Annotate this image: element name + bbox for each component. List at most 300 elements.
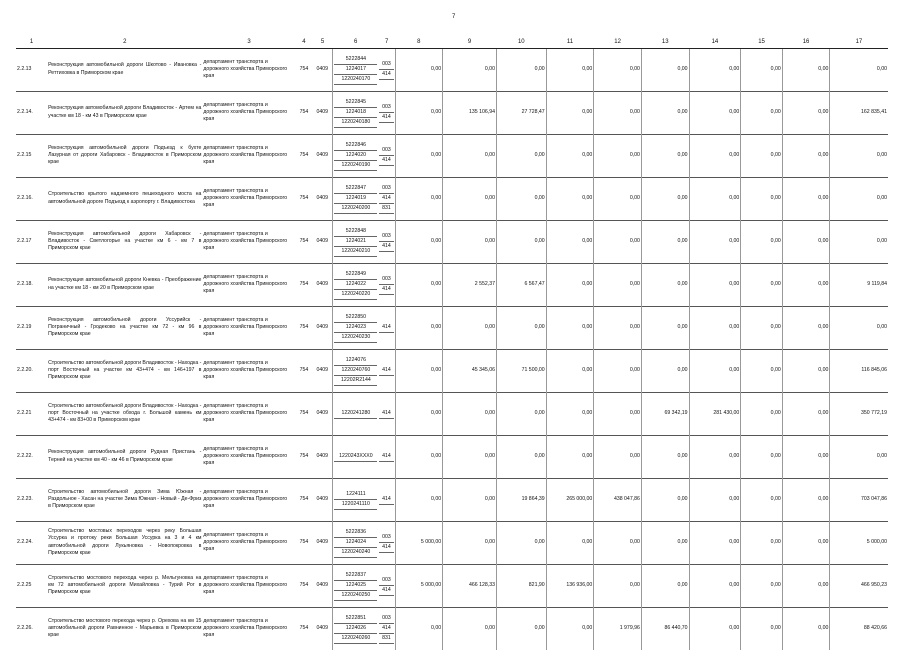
grbs-code: 754 [296,177,313,220]
amount-cell: 0,00 [443,521,497,564]
amount-cell: 0,00 [741,306,782,349]
target-article-code: 1220240180 [334,118,377,128]
amount-cell: 0,00 [641,48,689,91]
section-code: 0409 [312,263,333,306]
expense-type-code: 414 [379,113,393,123]
grbs-code: 754 [296,134,313,177]
object-name: Реконструкция автомобильной дороги Рудная Пристань - Терней на участке км 40 - км 46 в Приморском крае [47,435,202,478]
table-row [16,607,888,650]
amount-cell: 0,00 [546,392,594,435]
expense-type-code: 414 [379,156,393,166]
amount-cell: 0,00 [689,263,741,306]
amount-cell: 6 567,47 [496,263,546,306]
department: департамент транспорта и дорожного хозяйства Приморского края [202,435,295,478]
object-name: Строительство мостового перехода через р. Орехова на км 15 автомобильной дороги Равнинное - Марьевка в Приморском крае [47,607,202,650]
amount-cell: 0,00 [395,177,443,220]
grbs-code: 754 [296,48,313,91]
expense-type-code: 831 [379,634,393,644]
section-code: 0409 [312,392,333,435]
amount-cell: 162 835,41 [830,91,888,134]
grbs-code: 754 [296,392,313,435]
amount-cell: 0,00 [741,478,782,521]
amount-cell: 0,00 [546,134,594,177]
amount-cell: 0,00 [741,392,782,435]
row-number: 2.2.19 [16,306,47,349]
department: департамент транспорта и дорожного хозяйства Приморского края [202,349,295,392]
row-number: 2.2.23. [16,478,47,521]
amount-cell: 438 047,86 [594,478,642,521]
table-body [16,48,888,650]
section-code: 0409 [312,521,333,564]
row-number: 2.2.21 [16,392,47,435]
amount-cell: 0,00 [782,521,830,564]
amount-cell: 0,00 [689,607,741,650]
amount-cell: 0,00 [443,607,497,650]
amount-cell: 0,00 [689,134,741,177]
amount-cell: 27 728,47 [496,91,546,134]
table-row [16,177,888,220]
expense-type-code: 414 [379,194,393,204]
amount-cell: 0,00 [641,306,689,349]
amount-cell: 0,00 [689,349,741,392]
expense-type-codes [378,306,395,349]
section-code: 0409 [312,134,333,177]
amount-cell: 0,00 [546,263,594,306]
amount-cell: 0,00 [546,521,594,564]
row-number: 2.2.18. [16,263,47,306]
row-number: 2.2.14. [16,91,47,134]
amount-cell: 136 936,00 [546,564,594,607]
column-header: 2 [47,38,202,48]
amount-cell: 0,00 [741,263,782,306]
amount-cell: 0,00 [641,263,689,306]
amount-cell: 0,00 [782,607,830,650]
amount-cell: 0,00 [741,91,782,134]
expense-type-codes [378,263,395,306]
amount-cell: 0,00 [594,435,642,478]
amount-cell: 0,00 [443,177,497,220]
expense-type-codes [378,607,395,650]
column-header: 6 [333,38,379,48]
amount-cell: 0,00 [594,392,642,435]
amount-cell: 0,00 [546,306,594,349]
amount-cell: 0,00 [546,91,594,134]
column-header: 12 [594,38,642,48]
expense-type-codes [378,435,395,478]
amount-cell: 0,00 [594,564,642,607]
amount-cell: 0,00 [741,607,782,650]
amount-cell: 0,00 [641,220,689,263]
object-name: Строительство мостовых переходов через реку Большая Уссурка и протоку реки Большая Уссурка на 3 и 4 км автомобильной дороги Лукьяновка - Новопокровка в Приморском крае [47,521,202,564]
amount-cell: 2 552,37 [443,263,497,306]
expense-type-code: 414 [379,323,393,333]
amount-cell: 5 000,00 [830,521,888,564]
target-article-code: 1220240760 [334,366,377,376]
target-article-codes [333,134,379,177]
amount-cell: 0,00 [782,220,830,263]
amount-cell: 0,00 [741,134,782,177]
target-article-code: 1220243XXX0 [334,452,377,462]
amount-cell: 350 772,19 [830,392,888,435]
column-header: 14 [689,38,741,48]
target-article-codes [333,392,379,435]
table-row [16,564,888,607]
expense-type-codes [378,220,395,263]
column-header: 9 [443,38,497,48]
target-article-code: 5222837 [334,571,377,581]
target-article-code: 1220240230 [334,333,377,343]
amount-cell: 0,00 [546,48,594,91]
amount-cell: 0,00 [830,48,888,91]
expense-type-code: 414 [379,70,393,80]
amount-cell: 821,90 [496,564,546,607]
row-number: 2.2.26. [16,607,47,650]
table-row [16,392,888,435]
amount-cell: 0,00 [594,220,642,263]
target-article-code: 1224026 [334,624,377,634]
expense-type-code: 003 [379,60,393,70]
amount-cell: 0,00 [689,48,741,91]
section-code: 0409 [312,91,333,134]
column-header: 7 [378,38,395,48]
column-header: 5 [312,38,333,48]
column-header: 15 [741,38,782,48]
target-article-code: 1220241110 [334,500,377,510]
amount-cell: 265 000,00 [546,478,594,521]
amount-cell: 0,00 [395,220,443,263]
table-row [16,134,888,177]
amount-cell: 86 440,70 [641,607,689,650]
target-article-code: 1224018 [334,108,377,118]
grbs-code: 754 [296,564,313,607]
target-article-code: 1224111 [334,490,377,500]
table-row [16,435,888,478]
grbs-code: 754 [296,435,313,478]
target-article-code: 1220240210 [334,247,377,257]
amount-cell: 0,00 [496,134,546,177]
amount-cell: 0,00 [689,220,741,263]
amount-cell: 0,00 [689,306,741,349]
row-number: 2.2.24. [16,521,47,564]
object-name: Строительство автомобильной дороги Владивосток - Находка - порт Восточный на участке обхода г. Большой камень км 43+474 - км 83+00 в Приморском крае [47,392,202,435]
table-row [16,306,888,349]
target-article-codes [333,349,379,392]
amount-cell: 0,00 [782,263,830,306]
amount-cell: 0,00 [689,521,741,564]
amount-cell: 0,00 [741,220,782,263]
target-article-codes [333,48,379,91]
expense-type-code: 003 [379,146,393,156]
section-code: 0409 [312,564,333,607]
amount-cell: 0,00 [443,48,497,91]
target-article-code: 5222849 [334,270,377,280]
amount-cell: 0,00 [546,177,594,220]
column-header: 4 [296,38,313,48]
expense-type-code: 003 [379,232,393,242]
amount-cell: 0,00 [395,134,443,177]
column-header: 8 [395,38,443,48]
column-header: 3 [202,38,295,48]
amount-cell: 0,00 [830,435,888,478]
amount-cell: 0,00 [594,177,642,220]
amount-cell: 0,00 [782,91,830,134]
expense-type-code: 003 [379,576,393,586]
amount-cell: 0,00 [594,306,642,349]
table-header [16,38,888,48]
amount-cell: 0,00 [782,564,830,607]
object-name: Реконструкция автомобильной дороги Владивосток - Артем на участке км 18 - км 43 в Приморском крае [47,91,202,134]
amount-cell: 0,00 [443,478,497,521]
expense-type-codes [378,48,395,91]
header-row [16,38,888,48]
grbs-code: 754 [296,263,313,306]
expense-type-code: 414 [379,242,393,252]
section-code: 0409 [312,435,333,478]
target-article-code: 1224076 [334,356,377,366]
target-article-code: 1220240220 [334,290,377,300]
section-code: 0409 [312,48,333,91]
amount-cell: 0,00 [594,263,642,306]
amount-cell: 1 979,96 [594,607,642,650]
expense-type-codes [378,349,395,392]
department: департамент транспорта и дорожного хозяйства Приморского края [202,177,295,220]
object-name: Реконструкция автомобильной дороги Кневка - Преображение на участке км 18 - км 20 в Приморском крае [47,263,202,306]
column-header: 17 [830,38,888,48]
expense-type-codes [378,177,395,220]
amount-cell: 0,00 [689,435,741,478]
department: департамент транспорта и дорожного хозяйства Приморского края [202,306,295,349]
amount-cell: 0,00 [395,48,443,91]
expense-type-code: 414 [379,366,393,376]
amount-cell: 0,00 [782,48,830,91]
department: департамент транспорта и дорожного хозяйства Приморского края [202,263,295,306]
target-article-code: 1224019 [334,194,377,204]
amount-cell: 466 950,23 [830,564,888,607]
grbs-code: 754 [296,607,313,650]
target-article-code: 1224023 [334,323,377,333]
amount-cell: 5 000,00 [395,521,443,564]
amount-cell: 0,00 [395,349,443,392]
expense-type-code: 414 [379,543,393,553]
target-article-codes [333,564,379,607]
amount-cell: 0,00 [496,392,546,435]
amount-cell: 0,00 [395,263,443,306]
row-number: 2.2.17 [16,220,47,263]
expense-type-code: 003 [379,533,393,543]
expense-type-code: 414 [379,495,393,505]
amount-cell: 0,00 [594,48,642,91]
amount-cell: 0,00 [443,435,497,478]
department: департамент транспорта и дорожного хозяйства Приморского края [202,392,295,435]
budget-table [16,38,888,650]
column-header: 13 [641,38,689,48]
expense-type-code: 003 [379,275,393,285]
amount-cell: 0,00 [594,91,642,134]
department: департамент транспорта и дорожного хозяйства Приморского края [202,521,295,564]
target-article-code: 5222851 [334,614,377,624]
amount-cell: 0,00 [395,392,443,435]
amount-cell: 0,00 [741,48,782,91]
amount-cell: 0,00 [641,91,689,134]
section-code: 0409 [312,306,333,349]
target-article-codes [333,607,379,650]
target-article-code: 1224022 [334,280,377,290]
expense-type-code: 831 [379,204,393,214]
department: департамент транспорта и дорожного хозяйства Приморского края [202,478,295,521]
amount-cell: 0,00 [782,134,830,177]
table-row [16,263,888,306]
target-article-code: 1220240240 [334,548,377,558]
amount-cell: 0,00 [496,435,546,478]
amount-cell: 466 128,33 [443,564,497,607]
target-article-code: 5222845 [334,98,377,108]
section-code: 0409 [312,349,333,392]
amount-cell: 19 864,39 [496,478,546,521]
amount-cell: 0,00 [689,478,741,521]
department: департамент транспорта и дорожного хозяйства Приморского края [202,564,295,607]
section-code: 0409 [312,177,333,220]
amount-cell: 135 106,94 [443,91,497,134]
table-row [16,349,888,392]
amount-cell: 0,00 [546,607,594,650]
department: департамент транспорта и дорожного хозяйства Приморского края [202,220,295,263]
amount-cell: 0,00 [782,392,830,435]
row-number: 2.2.16. [16,177,47,220]
department: департамент транспорта и дорожного хозяйства Приморского края [202,134,295,177]
amount-cell: 0,00 [443,392,497,435]
target-article-code: 1224024 [334,538,377,548]
object-name: Строительство автомобильной дороги Зима Южная - Раздольное - Хасан на участке Зима Южная - Новый - Де-Фриз в Приморском крае [47,478,202,521]
department: департамент транспорта и дорожного хозяйства Приморского края [202,48,295,91]
amount-cell: 0,00 [594,349,642,392]
section-code: 0409 [312,478,333,521]
expense-type-codes [378,521,395,564]
grbs-code: 754 [296,306,313,349]
amount-cell: 0,00 [496,607,546,650]
amount-cell: 0,00 [782,435,830,478]
grbs-code: 754 [296,220,313,263]
amount-cell: 0,00 [546,220,594,263]
table-row [16,220,888,263]
section-code: 0409 [312,607,333,650]
amount-cell: 0,00 [641,521,689,564]
expense-type-code: 003 [379,103,393,113]
expense-type-codes [378,134,395,177]
amount-cell: 116 845,06 [830,349,888,392]
amount-cell: 0,00 [546,435,594,478]
section-code: 0409 [312,220,333,263]
row-number: 2.2.25 [16,564,47,607]
row-number: 2.2.15 [16,134,47,177]
target-article-codes [333,435,379,478]
target-article-code: 5222844 [334,55,377,65]
target-article-code: 5222846 [334,141,377,151]
target-article-code: 1224021 [334,237,377,247]
target-article-codes [333,177,379,220]
amount-cell: 0,00 [741,177,782,220]
amount-cell: 0,00 [594,134,642,177]
amount-cell: 0,00 [443,134,497,177]
expense-type-code: 414 [379,452,393,462]
column-header: 10 [496,38,546,48]
amount-cell: 0,00 [641,435,689,478]
amount-cell: 0,00 [395,435,443,478]
amount-cell: 0,00 [689,177,741,220]
amount-cell: 0,00 [395,478,443,521]
amount-cell: 69 342,19 [641,392,689,435]
target-article-code: 5222847 [334,184,377,194]
amount-cell: 281 430,00 [689,392,741,435]
amount-cell: 0,00 [741,349,782,392]
amount-cell: 0,00 [443,306,497,349]
expense-type-code: 003 [379,614,393,624]
amount-cell: 0,00 [395,607,443,650]
amount-cell: 0,00 [496,306,546,349]
amount-cell: 0,00 [689,91,741,134]
amount-cell: 0,00 [830,134,888,177]
column-header: 11 [546,38,594,48]
target-article-codes [333,263,379,306]
column-header: 16 [782,38,830,48]
object-name: Реконструкция автомобильной дороги Подъезд к бухте Лазурная от дороги Хабаровск - Владивосток в Приморском крае [47,134,202,177]
target-article-codes [333,220,379,263]
target-article-codes [333,478,379,521]
amount-cell: 0,00 [443,220,497,263]
expense-type-codes [378,478,395,521]
target-article-code: 5222850 [334,313,377,323]
expense-type-codes [378,91,395,134]
expense-type-code: 414 [379,409,393,419]
amount-cell: 0,00 [741,435,782,478]
page-number: 7 [452,14,456,20]
row-number: 2.2.22. [16,435,47,478]
target-article-code: 1220241280 [334,409,377,419]
row-number: 2.2.13 [16,48,47,91]
table-row [16,521,888,564]
grbs-code: 754 [296,91,313,134]
amount-cell: 0,00 [496,48,546,91]
expense-type-code: 414 [379,586,393,596]
row-number: 2.2.20. [16,349,47,392]
target-article-code: 1220240190 [334,161,377,171]
target-article-code: 1224025 [334,581,377,591]
amount-cell: 0,00 [546,349,594,392]
amount-cell: 0,00 [641,478,689,521]
table-row [16,91,888,134]
amount-cell: 9 119,84 [830,263,888,306]
grbs-code: 754 [296,478,313,521]
target-article-codes [333,91,379,134]
table-row [16,478,888,521]
amount-cell: 0,00 [741,564,782,607]
amount-cell: 0,00 [395,306,443,349]
amount-cell: 45 345,06 [443,349,497,392]
amount-cell: 0,00 [496,521,546,564]
grbs-code: 754 [296,349,313,392]
table-row [16,48,888,91]
target-article-code: 5222836 [334,528,377,538]
amount-cell: 703 047,86 [830,478,888,521]
amount-cell: 0,00 [689,564,741,607]
expense-type-codes [378,392,395,435]
amount-cell: 0,00 [395,91,443,134]
target-article-code: 1220240250 [334,591,377,601]
amount-cell: 0,00 [594,521,642,564]
expense-type-codes [378,564,395,607]
amount-cell: 5 000,00 [395,564,443,607]
target-article-code: 1224017 [334,65,377,75]
target-article-code: 1220240170 [334,75,377,85]
